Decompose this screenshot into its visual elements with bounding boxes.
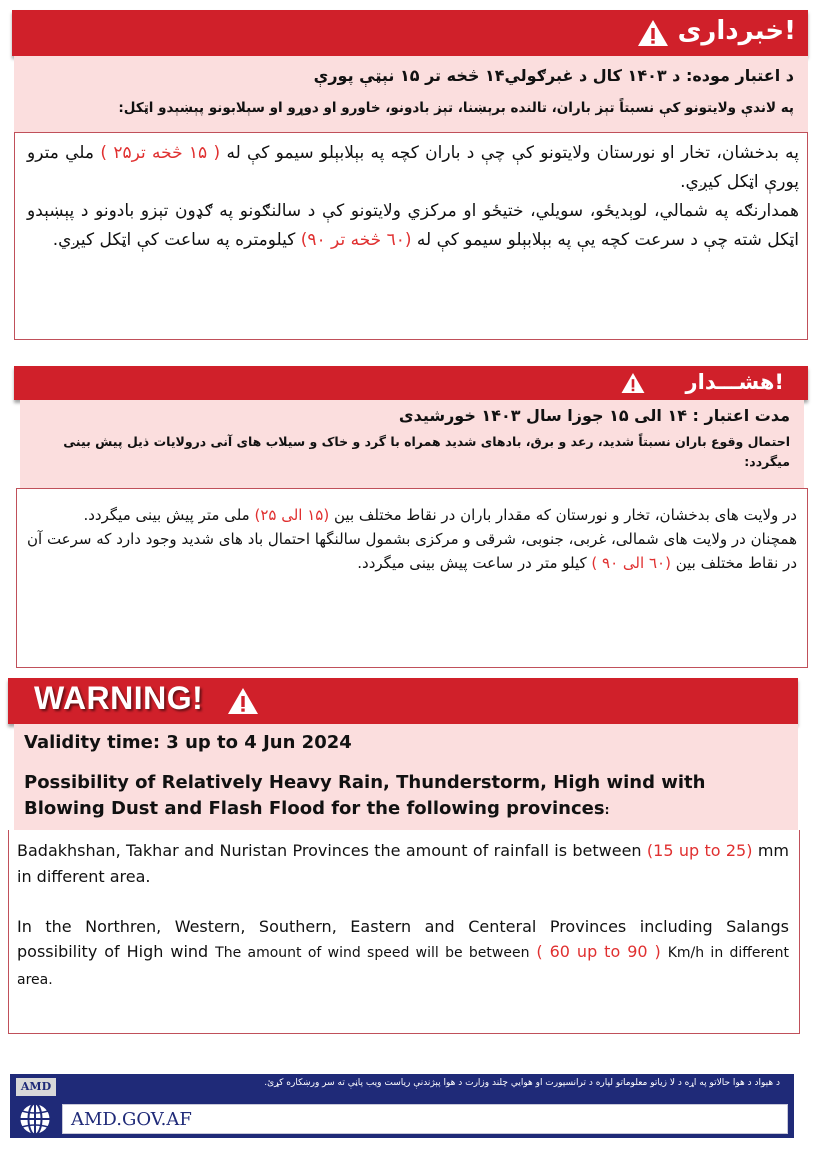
- dari-body: [16, 488, 808, 668]
- pashto-header-title: خبرداری!: [677, 16, 796, 46]
- dari-rain-range: (۱۵ الی ۲۵): [254, 506, 330, 524]
- dari-header-bar: [14, 366, 808, 400]
- english-header-bar: [8, 678, 798, 724]
- dari-paragraph-rain: [27, 503, 797, 575]
- dari-validity: مدت اعتبار : ۱۴ الی ۱۵ جوزا سال ۱۴۰۳ خورشیدی: [398, 406, 790, 425]
- dari-wind-text: همچنان در ولایت های شمالی، غربی، جنوبی، شرقی و مرکزی بشمول سالنگها احتمال باد های شدید وجود دارد که سرعت آن در نقاط مختلف بین: [27, 530, 797, 572]
- english-validity-band: [14, 724, 798, 830]
- english-rain-range: (15 up to 25): [646, 841, 753, 860]
- footer-bar: [10, 1074, 794, 1138]
- website-url-box[interactable]: [62, 1104, 788, 1134]
- pashto-warning-panel: [8, 10, 808, 340]
- dari-header-title: هشـــدار!: [685, 370, 784, 394]
- globe-icon: [18, 1102, 52, 1136]
- english-paragraph-rain: [17, 838, 789, 890]
- english-wind-text: In the Northren, Western, Southern, Eastern and Centeral Provinces including Salangs possibility of High wind: [17, 917, 789, 961]
- dari-rain-text: در ولایت های بدخشان، تخار و نورستان که مقدار باران در نقاط مختلف بین: [334, 506, 797, 524]
- dari-validity-band: [20, 400, 804, 488]
- warning-triangle-icon: [636, 18, 670, 48]
- english-rain-text: Badakhshan, Takhar and Nuristan Provinces the amount of rainfall is between: [17, 841, 642, 860]
- pashto-rain-text: په بدخشان، تخار او نورستان ولایتونو کې چې د باران کچه په بېلابېلو سیمو کې له: [226, 143, 799, 163]
- dari-warning-panel: [8, 366, 808, 668]
- pashto-wind-unit: کیلومتره په ساعت کې اټکل کیږي.: [52, 230, 296, 250]
- pashto-rain-unit: ملي مترو پورې اټکل کیږي.: [27, 143, 799, 192]
- english-rain-unit: mm in different area.: [17, 841, 789, 886]
- pashto-header-bar: [12, 10, 808, 56]
- pashto-rain-range: ( ۱۵ څخه تر۲۵ ): [100, 143, 221, 163]
- website-url[interactable]: AMD.GOV.AF: [71, 1109, 192, 1130]
- amd-logo-tag: AMD: [16, 1078, 56, 1096]
- pashto-possibility: په لاندې ولایتونو کې نسبتاً تېز باران، تالنده برېښنا، تېز بادونو، خاورو او دوړو او سېلابونو پېښېدو اټکل:: [118, 100, 794, 116]
- dari-wind-unit: کیلو متر در ساعت پیش بینی میگردد.: [357, 554, 587, 572]
- english-possibility: [24, 770, 790, 823]
- english-possibility-colon: :: [604, 803, 610, 817]
- pashto-paragraph-rain: [27, 139, 799, 255]
- english-warning-panel: [8, 678, 800, 1034]
- english-validity: Validity time: 3 up to 4 Jun 2024: [24, 732, 352, 753]
- pashto-wind-range: (٦۰ څخه تر ۹۰): [300, 230, 412, 250]
- english-body: [8, 830, 800, 1034]
- pashto-wind-text: همدارنګه په شمالي، لوېدیځو، سویلي، ختیځو او مرکزي ولایتونو کې د سالنګونو په ګډون تېزو بادونو د پېښېدو اټکل شته چې د سرعت کچه یې په بېلابېلو سیمو کې له: [27, 201, 799, 250]
- warning-triangle-icon: [226, 686, 260, 716]
- warning-triangle-icon: [620, 371, 646, 395]
- english-possibility-text: Possibility of Relatively Heavy Rain, Thunderstorm, High wind with Blowing Dust and Flash Flood for the following provinces: [24, 772, 706, 819]
- pashto-validity-band: [14, 56, 808, 132]
- pashto-body: [14, 132, 808, 340]
- dari-possibility: احتمال وقوع باران نسبتاً شدید، رعد و برق، بادهای شدید همراه با گرد و خاک و سیلاب های آنی درولایات ذیل پیش بینی میگردد:: [63, 434, 790, 469]
- english-wind-text-2: The amount of wind speed will be between: [215, 945, 530, 961]
- english-header-title: WARNING!: [34, 680, 204, 716]
- dari-wind-range: (٦۰ الی ۹۰ ): [591, 554, 671, 572]
- dari-rain-unit: ملی متر پیش بینی میگردد.: [83, 506, 250, 524]
- footer-notice: د هېواد د هوا حالاتو په اړه د لا زیاتو معلوماتو لپاره د ترانسپورت او هوايي چلند وزارت د هوا پېژندنې ریاست ویب پاڼې ته سر ورښکاره کړئ.: [264, 1078, 780, 1088]
- pashto-validity: د اعتبار موده: د ۱۴۰۳ کال د غبرګولي۱۴ څخه تر ۱۵ نېټې پورې: [313, 66, 794, 85]
- english-paragraph-wind: [17, 914, 789, 993]
- english-wind-unit: Km/h in different area.: [17, 945, 789, 988]
- english-wind-range: ( 60 up to 90 ): [536, 942, 661, 961]
